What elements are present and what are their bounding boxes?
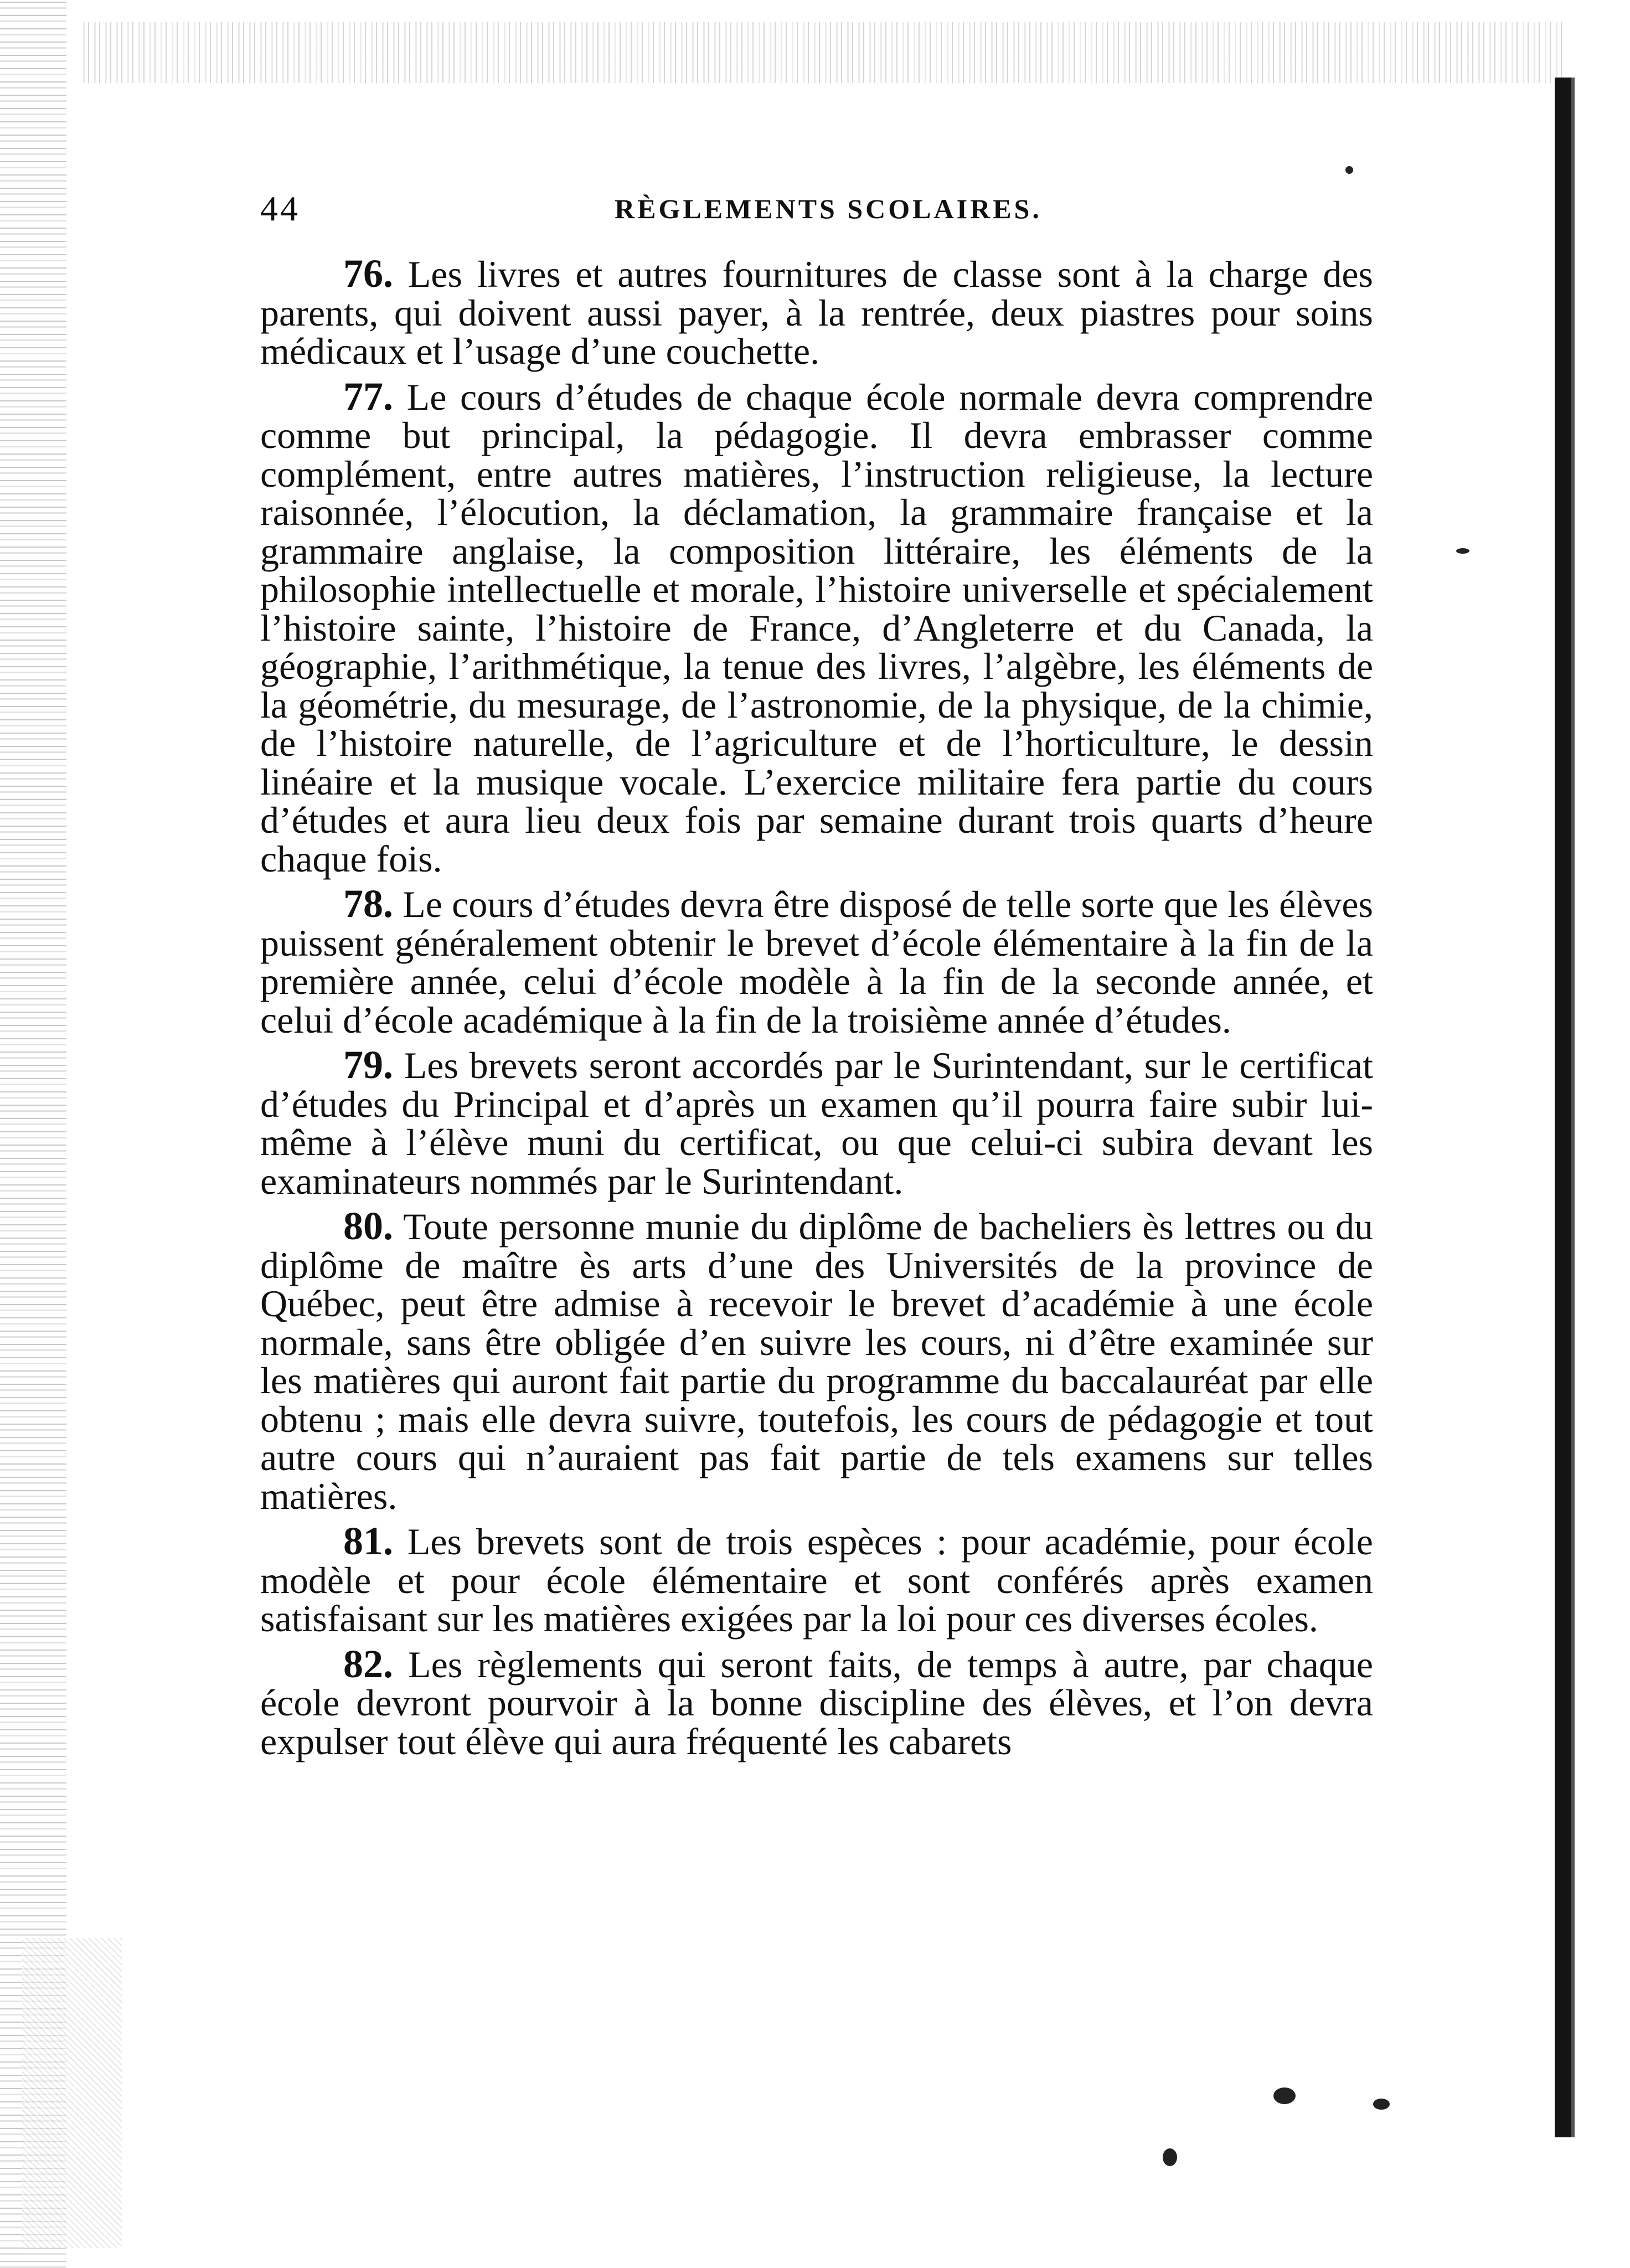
article-81: [260, 1519, 1373, 1640]
ink-speck: [1373, 2099, 1390, 2110]
article-78: [260, 882, 1374, 1041]
ink-speck: [1273, 2087, 1296, 2104]
ink-speck: [1345, 166, 1353, 174]
article-82: [260, 1641, 1373, 1762]
scan-corner-noise: [22, 1938, 122, 2248]
article-text: Le cours d’études de chaque école normale devra comprendre comme but principal, la pédagogie. Il devra embrasser comme complément, entre autres matières, l’instruction religieuse, la lecture raisonnée, l’élocution, la déclamation, la grammaire française et la grammaire anglaise, la composition littéraire, les éléments de la philosophie intellectuelle et morale, l’histoire universelle et spécialement l’histoire sainte, l’histoire de France, d’Angleterre et du Canada, la géographie, l’arithmétique, la tenue des livres, l’algèbre, les éléments de la géométrie, du mesurage, de l’astronomie, de la physique, de la chimie, de l’histoire naturelle, de l’agriculture et de l’horticulture, le dessin linéaire et la musique vocale. L’exercice militaire fera partie du cours d’études et aura lieu deux fois par semaine durant trois quarts d’heure chaque fois.: [260, 375, 1374, 880]
article-number: 76.: [343, 251, 393, 296]
article-number: 81.: [343, 1519, 393, 1563]
article-77: [260, 374, 1374, 880]
document-page: [260, 188, 1373, 1767]
article-number: 82.: [343, 1641, 393, 1686]
article-number: 79.: [343, 1043, 393, 1087]
scan-top-edge: [83, 22, 1567, 83]
article-number: 80.: [343, 1204, 393, 1248]
article-number: 77.: [343, 374, 393, 419]
ink-speck: [1456, 548, 1469, 554]
article-79: [260, 1043, 1374, 1202]
article-80: [260, 1204, 1373, 1517]
article-text: Les règlements qui seront faits, de temps à autre, par chaque école devront pourvoir à la bonne discipline des élèves, et l’on devra expulser tout élève qui aura fréquenté les cabarets: [260, 1643, 1373, 1762]
article-text: Les livres et autres fournitures de classe sont à la charge des parents, qui doivent aussi payer, à la rentrée, deux piastres pour soins médicaux et l’usage d’une couchette.: [260, 253, 1373, 372]
page-binding-edge: [1555, 78, 1574, 2137]
article-text: Le cours d’études devra être disposé de telle sorte que les élèves puissent généralement obtenir le brevet d’école élémentaire à la fin de la première année, celui d’école modèle à la fin de la seconde année, et celui d’école académique à la fin de la troisième année d’études.: [260, 883, 1374, 1041]
article-text: Les brevets seront accordés par le Surintendant, sur le certificat d’études du Principal et d’après un examen qu’il pourra faire subir lui-même à l’élève muni du certificat, ou que celui-ci subira devant les examinateurs nommés par le Surintendant.: [260, 1044, 1374, 1202]
article-number: 78.: [343, 882, 393, 926]
running-head: RÈGLEMENTS SCOLAIRES.: [615, 193, 1042, 224]
ink-speck: [1163, 2148, 1177, 2166]
page-header: [260, 188, 1373, 255]
article-76: [260, 251, 1373, 372]
scan-left-edge: [0, 0, 66, 2268]
scan-right-margin: [1575, 0, 1630, 2268]
page-number: 44: [260, 189, 300, 228]
article-text: Les brevets sont de trois espèces : pour académie, pour école modèle et pour école élémentaire et sont conférés après examen satisfaisant sur les matières exigées par la loi pour ces diverses écoles.: [260, 1520, 1373, 1640]
article-text: Toute personne munie du diplôme de bacheliers ès lettres ou du diplôme de maître ès arts d’une des Universités de la province de Québec, peut être admise à recevoir le brevet d’académie à une école normale, sans être obligée d’en suivre les cours, ni d’être examinée sur les matières qui auront fait partie du programme du baccalauréat par elle obtenu ; mais elle devra suivre, toutefois, les cours de pédagogie et tout autre cours qui n’auraient pas fait partie de tels examens sur telles matières.: [260, 1205, 1373, 1517]
